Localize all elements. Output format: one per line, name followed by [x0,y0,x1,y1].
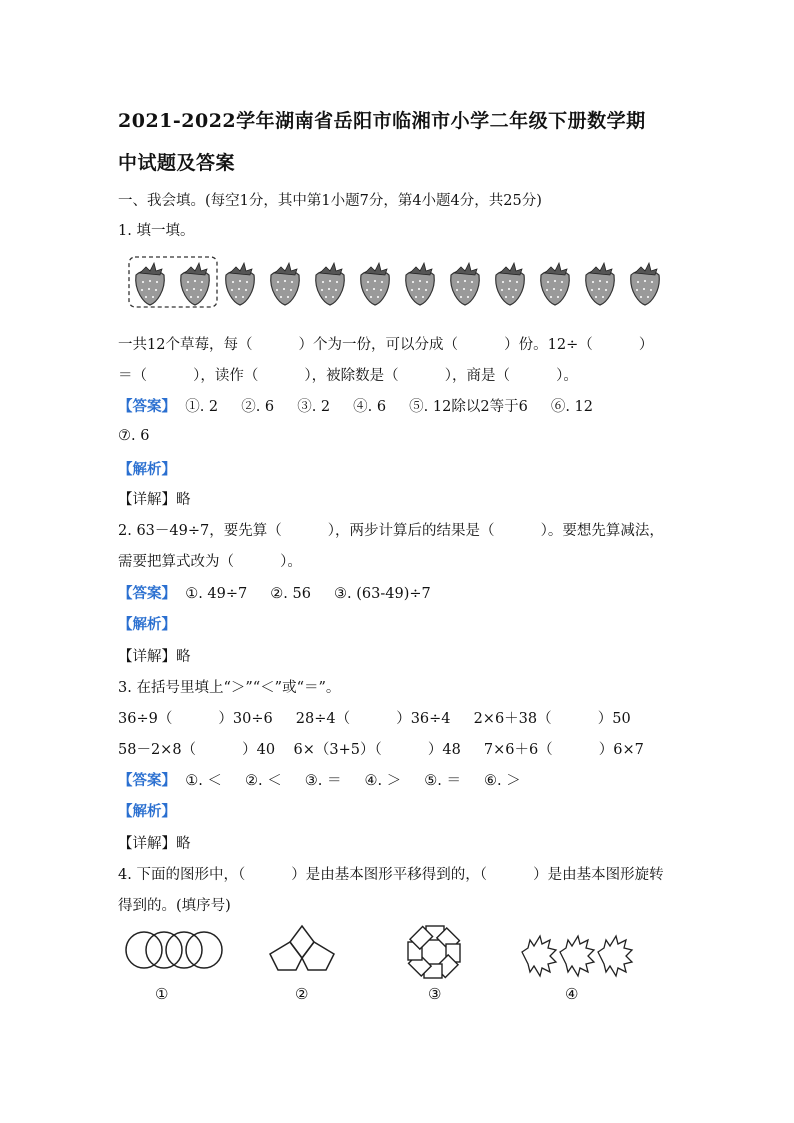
q1-text-line1: 一共12个草莓，每（ ）个为一份，可以分成（ ）份。12÷（ ） [118,337,654,353]
strawberry-icon [136,263,165,305]
strawberry-icon [406,263,435,305]
figure-4-leaves [522,936,632,976]
q1-answer-line2: ⑦. 6 [118,428,150,444]
q1-analysis: 【解析】 [118,461,176,478]
answer-text: ①. ＜ ②. ＜ ③. ＝ ④. ＞ ⑤. ＝ ⑥. ＞ [176,773,521,789]
q2-detail: 【详解】略 [118,649,191,665]
q3-text-line1: 3. 在括号里填上“＞”“＜”或“＝”。 [118,680,341,696]
figure-caption-4: ④ [565,985,579,1003]
figure-1-circles [126,932,222,968]
q2-text-line1: 2. 63－49÷7，要先算（ ），两步计算后的结果是（ ）。要想先算减法， [118,523,664,539]
figure-caption-3: ③ [428,985,442,1003]
strawberry-icon [451,263,480,305]
strawberry-icon [361,263,390,305]
strawberry-icon [496,263,525,305]
strawberry-icon [226,263,255,305]
answer-tag: 【答案】 [118,398,176,415]
strawberry-icon [586,263,615,305]
q4-text-line1: 4. 下面的图形中，（ ）是由基本图形平移得到的，（ ）是由基本图形旋转 [118,867,664,883]
q1-text-line2: ＝（ ），读作（ ），被除数是（ ），商是（ ）。 [118,368,578,384]
answer-tag: 【答案】 [118,772,176,789]
q1-detail: 【详解】略 [118,492,191,508]
q2-answer [118,582,431,603]
strawberry-illustration [128,255,668,311]
q3-detail: 【详解】略 [118,836,191,852]
q3-row1: 36÷9（ ）30÷6 28÷4（ ）36÷4 2×6＋38（ ）50 [118,711,631,727]
doc-title-line2: 中试题及答案 [118,152,236,174]
strawberry-icon [541,263,570,305]
q3-answer [118,769,521,790]
strawberry-icon [181,263,210,305]
strawberry-icon [271,263,300,305]
section-heading: 一、我会填。(每空1分，其中第1小题7分，第4小题4分，共25分) [118,193,542,209]
answer-tag: 【答案】 [118,585,176,602]
figure-3-rotated-squares [408,926,460,978]
q1-prompt: 1. 填一填。 [118,223,195,239]
strawberry-icon [631,263,660,305]
figure-2-diamonds [270,926,334,970]
q3-analysis: 【解析】 [118,803,176,820]
answer-text: ①. 2 ②. 6 ③. 2 ④. 6 ⑤. 12除以2等于6 ⑥. 12 [176,399,594,415]
figure-caption-2: ② [295,985,309,1003]
q1-answer [118,395,593,416]
strawberry-icon [316,263,345,305]
q4-text-line2: 得到的。(填序号) [118,898,231,914]
figure-caption-1: ① [155,985,169,1003]
answer-text: ①. 49÷7 ②. 56 ③. (63-49)÷7 [176,586,431,602]
q2-text-line2: 需要把算式改为（ ）。 [118,554,302,570]
q2-analysis: 【解析】 [118,616,176,633]
q3-row2: 58－2×8（ ）40 6×（3+5）（ ）48 7×6＋6（ ）6×7 [118,742,644,758]
doc-title-line1: 2021-2022学年湖南省岳阳市临湘市小学二年级下册数学期 [118,110,646,132]
